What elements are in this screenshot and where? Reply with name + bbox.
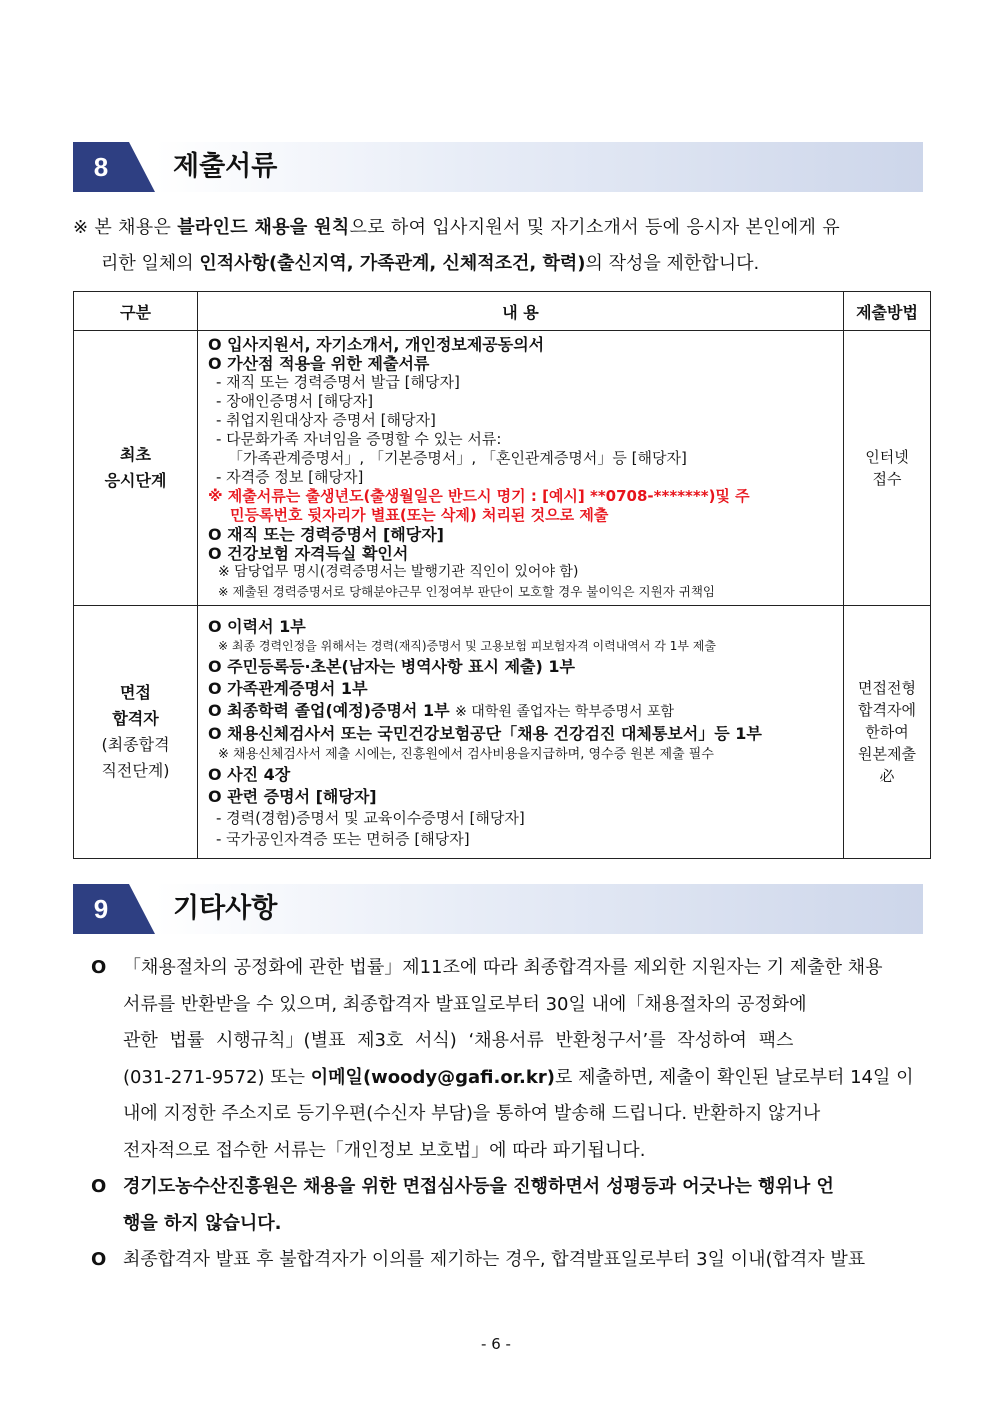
method-line: 必 xyxy=(879,767,895,785)
section-slant xyxy=(129,884,155,934)
method-initial xyxy=(844,331,931,606)
warning-item: 민등록번호 뒷자리가 별표(또는 삭제) 처리된 것으로 제출 xyxy=(230,506,609,524)
list-item: O 주민등록등·초본(남자는 병역사항 표시 제출) 1부 xyxy=(208,657,575,676)
header-content: 내 용 xyxy=(198,292,844,331)
method-line: 한하여 xyxy=(865,723,909,741)
line-text: 경기도농수산진흥원은 채용을 위한 면접심사등을 진행하면서 성평등과 어긋나는 행위나 언 xyxy=(123,1176,834,1197)
blind-hiring-notice xyxy=(73,210,923,282)
category-line: 면접 xyxy=(120,683,151,702)
section-9-header xyxy=(73,884,923,934)
category-line: 응시단계 xyxy=(104,471,167,490)
method-interview xyxy=(844,606,931,859)
method-line: 면접전형 xyxy=(858,679,916,697)
content-interview xyxy=(198,606,844,859)
note-item: ※ 대학원 졸업자는 학부증명서 포함 xyxy=(455,704,674,720)
bullet-icon: O xyxy=(91,1176,107,1197)
method-line: 접수 xyxy=(872,470,902,488)
paragraph-gender-equality xyxy=(91,1169,923,1242)
notice-text: 의 작성을 제한합니다. xyxy=(585,253,760,274)
list-item: - 경력(경험)증명서 및 교육이수증명서 [해당자] xyxy=(216,809,525,827)
list-item: - 취업지원대상자 증명서 [해당자] xyxy=(216,411,436,429)
paragraph-line xyxy=(91,1242,923,1279)
warning-item: ※ 제출서류는 출생년도(출생월일은 반드시 명기 : [예시] **0708-*******)및 주 xyxy=(208,487,750,505)
paragraph-line: 행을 하지 않습니다. xyxy=(123,1212,282,1234)
paragraph-objection xyxy=(91,1242,923,1279)
section-title: 기타사항 xyxy=(173,893,278,924)
notice-text: 으로 하여 입사지원서 및 자기소개서 등에 응시자 본인에게 유 xyxy=(349,217,840,238)
notice-text: 리한 일체의 xyxy=(101,253,200,274)
paragraph-line: 내에 지정한 주소지로 등기우편(수신자 부담)을 통하여 발송해 드립니다. 반환하지 않거나 xyxy=(123,1103,821,1124)
method-line: 인터넷 xyxy=(865,448,909,466)
category-initial xyxy=(74,331,198,606)
list-item-text: O 최종학력 졸업(예정)증명서 1부 xyxy=(208,701,450,720)
method-line: 합격자에 xyxy=(858,701,916,719)
paragraph-line: 관한 법률 시행규칙」(별표 제3호 서식) ‘채용서류 반환청구서’를 작성하여 팩스 xyxy=(123,1030,794,1051)
list-item: O 사진 4장 xyxy=(208,765,291,784)
other-matters xyxy=(91,950,923,1279)
bullet-icon: O xyxy=(91,957,107,978)
line-text: 로 제출하면, 제출이 확인된 날로부터 14일 이 xyxy=(554,1066,914,1088)
list-item: 「가족관계증명서」, 「기본증명서」, 「혼인관계증명서」등 [해당자] xyxy=(228,449,687,467)
section-title: 제출서류 xyxy=(173,151,278,182)
category-line: 합격자 xyxy=(112,709,159,728)
table-row xyxy=(74,606,931,859)
list-item: O 재직 또는 경력증명서 [해당자] xyxy=(208,525,444,544)
list-item: - 재직 또는 경력증명서 발급 [해당자] xyxy=(216,373,460,391)
list-item: - 장애인증명서 [해당자] xyxy=(216,392,374,410)
paragraph-line xyxy=(91,950,923,987)
list-item: O 건강보험 자격득실 확인서 xyxy=(208,544,409,563)
section-number: 8 xyxy=(73,142,129,192)
bullet-icon: O xyxy=(91,1249,107,1270)
note-item: ※ 담당업무 명시(경력증명서는 발행기관 직인이 있어야 함) xyxy=(218,564,579,580)
list-item: O 관련 증명서 [해당자] xyxy=(208,787,377,806)
section-slant xyxy=(129,142,155,192)
paragraph-line: 전자적으로 접수한 서류는「개인정보 보호법」에 따라 파기됩니다. xyxy=(123,1139,646,1161)
category-line: 최초 xyxy=(120,445,151,464)
email-address: 이메일(woody@gafi.or.kr) xyxy=(310,1066,555,1088)
list-item: - 자격증 정보 [해당자] xyxy=(216,468,364,486)
note-item: ※ 제출된 경력증명서로 당해분야근무 인정여부 판단이 모호할 경우 불이익은 지원자 귀책임 xyxy=(218,584,715,599)
line-text: (031-271-9572) 또는 xyxy=(123,1066,311,1088)
table-row xyxy=(74,331,931,606)
note-item: ※ 최종 경력인정을 위해서는 경력(재직)증명서 및 고용보험 피보험자격 이력내역서 각 1부 제출 xyxy=(218,639,716,653)
note-item: ※ 채용신체검사서 제출 시에는, 진흥원에서 검사비용을지급하며, 영수증 원본 제출 필수 xyxy=(218,747,714,762)
notice-text: ※ 본 채용은 xyxy=(73,217,178,238)
page-number: - 6 - xyxy=(481,1335,511,1353)
section-number: 9 xyxy=(73,884,129,934)
line-text: 최종합격자 발표 후 불합격자가 이의를 제기하는 경우, 합격발표일로부터 3일 이내(합격자 발표 xyxy=(123,1249,866,1270)
header-category: 구분 xyxy=(74,292,198,331)
notice-emphasis: 인적사항(출신지역, 가족관계, 신체적조건, 학력) xyxy=(199,253,586,274)
paragraph-line: 서류를 반환받을 수 있으며, 최종합격자 발표일로부터 30일 내에「채용절차의 공정화에 xyxy=(123,993,807,1015)
list-item: O 가족관계증명서 1부 xyxy=(208,679,368,698)
paragraph-document-return xyxy=(91,950,923,1169)
documents-table xyxy=(73,291,931,859)
paragraph-line xyxy=(91,1169,923,1206)
method-line: 원본제출 xyxy=(858,745,916,763)
header-method: 제출방법 xyxy=(844,292,931,331)
notice-line-1 xyxy=(73,210,923,246)
paragraph-line xyxy=(91,1060,923,1097)
notice-emphasis: 블라인드 채용을 원칙 xyxy=(177,217,350,238)
table-header-row xyxy=(74,292,931,331)
section-8-header xyxy=(73,142,923,192)
list-item xyxy=(208,700,835,723)
notice-line-2 xyxy=(73,246,923,282)
list-item: O 채용신체검사서 또는 국민건강보험공단「채용 건강검진 대체통보서」등 1부 xyxy=(208,724,762,743)
list-item: O 가산점 적용을 위한 제출서류 xyxy=(208,354,430,373)
list-item: - 다문화가족 자녀임을 증명할 수 있는 서류: xyxy=(216,430,502,448)
list-item: - 국가공인자격증 또는 면허증 [해당자] xyxy=(216,830,470,848)
category-line: 직전단계) xyxy=(101,761,170,780)
list-item: O 이력서 1부 xyxy=(208,617,306,636)
content-initial xyxy=(198,331,844,606)
category-line: (최종합격 xyxy=(101,735,170,754)
list-item: O 입사지원서, 자기소개서, 개인정보제공동의서 xyxy=(208,335,545,354)
line-text: 「채용절차의 공정화에 관한 법률」제11조에 따라 최종합격자를 제외한 지원자는 기 제출한 채용 xyxy=(123,957,883,978)
category-interview xyxy=(74,606,198,859)
